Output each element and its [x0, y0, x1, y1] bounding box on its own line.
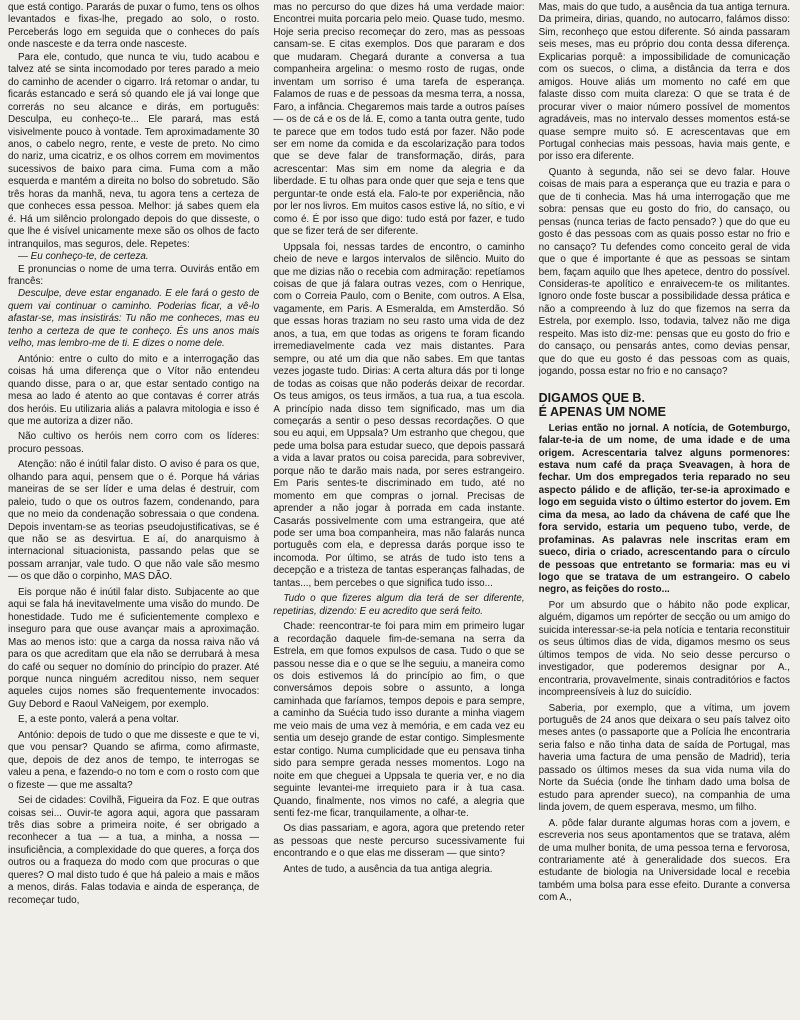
column-1 [8, 2, 259, 1020]
paragraph: Por um absurdo que o hábito não pode explicar, alguém, digamos um repórter de secção ou um amigo do suicida interessar-se-ia pela notícia e tentaria reconstituir os seus últimos dias de vida, digamos mesmo os seus últimos tempos de vida. No seio desse percurso o investigador, que poderemos designar por A., encontraria, provavelmente, sinais contraditórios e factos incompreensíveis à luz do suicídio. [538, 599, 790, 699]
column-2 [273, 2, 524, 1020]
paragraph: Não cultivo os heróis nem corro com os líderes: procuro pessoas. [8, 431, 260, 455]
paragraph: E pronuncias o nome de uma terra. Ouvirás então em francês: [8, 263, 260, 287]
heading-line: É APENAS UM NOME [538, 404, 666, 419]
paragraph: — Eu conheço-te, de certeza. [18, 251, 149, 263]
paragraph: Saberia, por exemplo, que a vítima, um jovem português de 24 anos que deixara o seu país talvez oito meses antes (o passaporte que a Polícia lhe encontraria seria falso e não tinha data de saída de Portugal, mas haveria uma factura de uma pensão de Madrid), teria passado os últimos meses da sua vida numa vila do Norte da Suécia (onde lhe tinham dado uma bolsa de estudo para aprender sueco), na companhia de uma linda jovem, de quem esperava, mesmo, um filho. [538, 702, 790, 814]
paragraph: António: entre o culto do mito e a interrogação das coisas há uma diferença que o Vítor não entendeu quando disse, para o ar, que estar sentado contigo na mesa ao lado é atento ao que contavas é correr atrás dos heróis. Eu utilizaria aliás a palavra mitologia e isso é que me autoriza a dizer não. [8, 353, 260, 427]
lede-paragraph: Lerias então no jornal. A notícia, de Gotemburgo, falar-te-ia de um nome, de uma idade e de uma origem. Acrescentaria talvez alguns pormenores: estava num café da praça Sveavagen, à hora de fechar. Um dos empregados teria reparado no seu aspecto pálido e de aflição, ter-se-ia aproximado e logo em seguida visto o último estertor do jovem. Em cima da mesa, ao lado da chávena de café que lhe fora servido, estaria um pequeno tubo, verde, de profaminas. As palavras nele inscritas eram em sueco, diria o criado, acrescentando para o círculo de pessoas que entretanto se formaria: mas eu vi logo que se tratava de um estrangeiro. O cabelo negro, as feições do rosto... [538, 422, 790, 596]
column-3 [539, 2, 790, 1020]
paragraph: mas no percurso do que dizes há uma verdade maior: Encontrei muita porcaria pelo meio. Quase tudo, mesmo. Hoje seria preciso recomeçar do zero, mas as pessoas cansam-se. E citas exemplos. Dos que pararam e dos que mudaram. Chegará durante a conversa a tua companheira argelina: o mesmo rosto de rugas, onde inventam um sorriso é uma tarefa de esperança. Falamos de ruas e de pessoas da mesma terra, a nossa, Faro, a infância. Chegaremos mais tarde a outros países — os de cá e os de lá. E, como a tanta outra gente, tudo te parece que em todos tudo está por fazer. Não pode ser em nome da comida e da escolarização para todos que se deve falar de transformação, dirás, para acrescentar: Mas sim em nome da alegria e da liberdade. E tu olhas para onde quer que seja e tens que perguntar-te onde está ela. Falo-te por experiência, não por ler nos livros. Em muitos casos estive lá, no sítio, e vi como é. É por isso que digo: tudo está por fazer, e tudo que se fizer terá de ser diferente. [273, 2, 525, 238]
paragraph: Quanto à segunda, não sei se devo falar. Houve coisas de mais para a esperança que eu trazia e para o que de ti conhecia. Mas há uma interrogação que me sobra: pensas que eu gosto do frio, do cansaço, ou pensas (nunca terias de facto pensado? ) que do que eu gosto é das pessoas com as quais posso estar no frio e no cansaço? Tu defendes como conceito geral de vida que o que é importante é que as pessoas se sintam bem, façam aquilo que lhes apetece, dentro do possível. Consideras-te apolítico e enraivecem-te os militantes. Ignoro onde foste buscar a possibilidade dessa prática e não a compreendo à luz do que fizemos na serra da Estrela, por exemplo. Isso, todavia, talvez não me diga respeito. Mas isto diz-me: pensas que eu gosto do frio e do cansaço, ou pensarás antes, como devias pensar, que do que eu gosto é das pessoas com as quais, jogando, possa estar no frio e no cansaço? [538, 166, 790, 378]
section-heading [539, 391, 790, 419]
paragraph: Mas, mais do que tudo, a ausência da tua antiga ternura. Da primeira, dirias, quando, no autocarro, falámos disso: Sim, reconheço que estou diferente. Só ainda passaram seis meses, mas eu próprio dou conta dessa diferença. Explicarias porquê: a impossibilidade de comunicação com os suecos, o clima, a distância da terra e dos amigos. Houve aliás um momento no café em que falaste disso com muita clareza: O que se trata é de procurar viver o maior número possível de momentos agradáveis, mas no intervalo desses momentos está-se quase sempre muito só. E acrescentavas que em Portugal conhecias mais pessoas, havia mais gente, e por isso era diferente. [538, 2, 790, 163]
paragraph: Tudo o que fizeres algum dia terá de ser diferente, repetirias, dizendo: E eu acredito que será feito. [273, 593, 525, 617]
paragraph: António: depois de tudo o que me disseste e que te vi, que vou pensar? Quando se afirma, como afirmaste, que, depois de dez anos de tempo, te interrogas se valeu a pena, e fazendo-o no tom e com o rosto com que o fizeste — que me assalta? [8, 729, 260, 791]
paragraph: Desculpe, deve estar enganado. E ele fará o gesto de quem vai continuar o caminho. Poderias ficar, a vê-lo afastar-se, mas insistirás: Tu não me conheces, mas eu tenho a certeza de que te conheço. És uns anos mais velho, mas lembro-me de ti. E dizes o nome dele. [8, 288, 260, 350]
paragraph: Sei de cidades: Covilhã, Figueira da Foz. E que outras coisas sei... Ouvir-te agora aqui, agora que passaram três dias sobre a primeira noite, é ser obrigado a reconhecer a tua — a tua, a minha, a nossa — insuficiência, a complexidade do que queres, a força dos outros ou a fraqueza do modo com que procuras o que queres? O mal disto tudo é que há paleio a mais e mãos a menos, dirás. Falas todavia e ainda de esperança, de recomeçar tudo, [8, 795, 260, 906]
paragraph: A. pôde falar durante algumas horas com a jovem, e escreveria nos seus apontamentos que se tratava, além de uma mulher bonita, de uma pessoa terna e fervorosa, contrariamente até à generalidade dos suecos. Era estudante de biologia na Universidade local e recebia também uma bolsa para esse efeito. Durante a conversa com A., [538, 817, 790, 904]
paragraph: Chade: reencontrar-te foi para mim em primeiro lugar a recordação daquele fim-de-semana na serra da Estrela, em que fomos expulsos de casa. Tudo o que se passou nesse dia e o que se lhe seguiu, a maneira como os dois estivemos lá do princípio ao fim, o que conversámos depois sobre o assunto, a longa caminhada que faríamos, tempos depois e para sempre, a caminho da Suécia tudo isso durante a minha viagem me veio mais de uma vez à memória, e em cada vez eu sentia um desejo grande de estar contigo. Simplesmente estar contigo. Numa cumplicidade que eu pensava tinha sido para sempre gerada nesses momentos. Logo na noite em que cheguei a Uppsala te queria ver, e no dia seguinte levantei-me irrequieto para ir à tua casa. Quando, finalmente, nos vimos no café, a alegria que senti fez-me ficar, tranquilamente, a olhar-te. [273, 621, 525, 819]
text-columns [8, 2, 790, 1020]
paragraph: Eis porque não é inútil falar disto. Subjacente ao que aqui se fala há inevitavelmente uma visão do mundo. De honestidade. Tudo me é suficientemente complexo e inseguro para que ouse avançar mais a aproximação. Mas ao menos isto: que a carga da nossa raiva não vá para os que acreditam que ela não se derrubará à mesa do café ou sequer no domínio do princípio do prazer. Até porque nunca ninguém acreditou nisso, nem sequer aqueles cujos nomes são frequentemente invocados: Guy Debord e Raoul VaNeigem, por exemplo. [8, 586, 260, 710]
paragraph: Os dias passariam, e agora, agora que pretendo reter as pessoas que neste percurso sucessivamente fui encontrando e o que elas me disseram — que sinto? [273, 823, 525, 860]
paragraph: Para ele, contudo, que nunca te viu, tudo acabou e talvez até se sinta incomodado por teres parado a meio do caminho de acender o cigarro. Irá retomar o andar, tu ficarás estancado e será só quando ele já vai longe que correrás no seu alcance e dirás, em português: Desculpa, eu conheço-te... Ele parará, mas está visivelmente pouco à vontade. Tem aproximadamente 30 anos, o cabelo negro, rente, e veste de preto. No cimo do nariz, uma cicatriz, e os olhos correm em movimentos sucessivos de baixo para cima. Fuma com a mão esquerda e mantém a direita no bolso do sobretudo. São três horas da manhã, neva, tu agora tens a certeza de que conheces essa pessoa. Melhor: já sabes quem ela é. Há um silêncio prolongado depois do que disseste, o que lhe é visível unicamente mexe são os olhos de facto intranquilos, mas seguros, dele. Repetes: [8, 51, 260, 250]
paragraph: E, a este ponto, valerá a pena voltar. [18, 714, 179, 726]
paragraph: Atenção: não é inútil falar disto. O aviso é para os que, olhando para aqui, pensem que o é. Porque há várias maneiras de se ser líder e uma delas é destruir, com paleio, tudo o que os outros fazem, condenando, para que no meio da condenação sobressaia o que condena. Depois inventam-se as teorias pseudojustificativas, se é que não se as desvirtua. E aí, do anarquismo à internacional situacionista, passando pelas que se possam arranjar, vale tudo. O que não vale são mesmo — os que dão o corpinho, MAS DÃO. [8, 459, 260, 583]
paragraph: Uppsala foi, nessas tardes de encontro, o caminho cheio de neve e largos intervalos de silêncio. Muito do que me dizias não o recebia com admiração: repetíamos coisas de que já falara outras vezes, com o Henrique, com o Correia Paulo, com o Benite, com outros. A Elsa, vagamente, em Paris. A Esmeralda, em Amsterdão. Só que essas horas traziam no seu rasto uma vida de dez anos, a tua, em que todas as origens te foram ficando irremediavelmente cada vez mais distantes. Para sempre, ou até um dia que não sabes. Em que tantas vezes jogaste tudo. Dirias: A certa altura dás por ti longe de todas as coisas que não poderás deixar de recordar. Os teus amigos, os teus irmãos, a tua rua, a tua escola. A princípio nada disso tem significado, mas um dia começarás a sentir o peso dessas recordações. O que sou eu aqui, em Uppsala? Um estranho que chegou, que pede uma bolsa para estudar sueco, que depois passará a vida a lavar pratos ou coisa parecida, para sobreviver, porque não te darão mais nada, por seres estrangeiro. Em Paris sentes-te discriminado em tudo, até no momento em que compras o jornal. Precisas de aprender a não jogar à porrada em cada instante. Casarás possivelmente com uma estrangeira, que até pode ser uma boa companheira, mas não falarás nunca português com ela, e depressa darás porque isso te incomoda. Por último, se atrás de tudo isto tens a decepção e a tristeza de tantas esperanças falhadas, de tantas..., bem percebes o que significa tudo isso... [273, 241, 525, 589]
paragraph: Antes de tudo, a ausência da tua antiga alegria. [283, 863, 493, 875]
paragraph: que está contigo. Pararás de puxar o fumo, tens os olhos levantados e fixas-lhe, pregado ao solo, o rosto. Perceberás logo em seguida que o conheces do país onde nasceste e da terra onde nasceste. [8, 2, 260, 51]
heading-line: DIGAMOS QUE B. [538, 390, 645, 405]
